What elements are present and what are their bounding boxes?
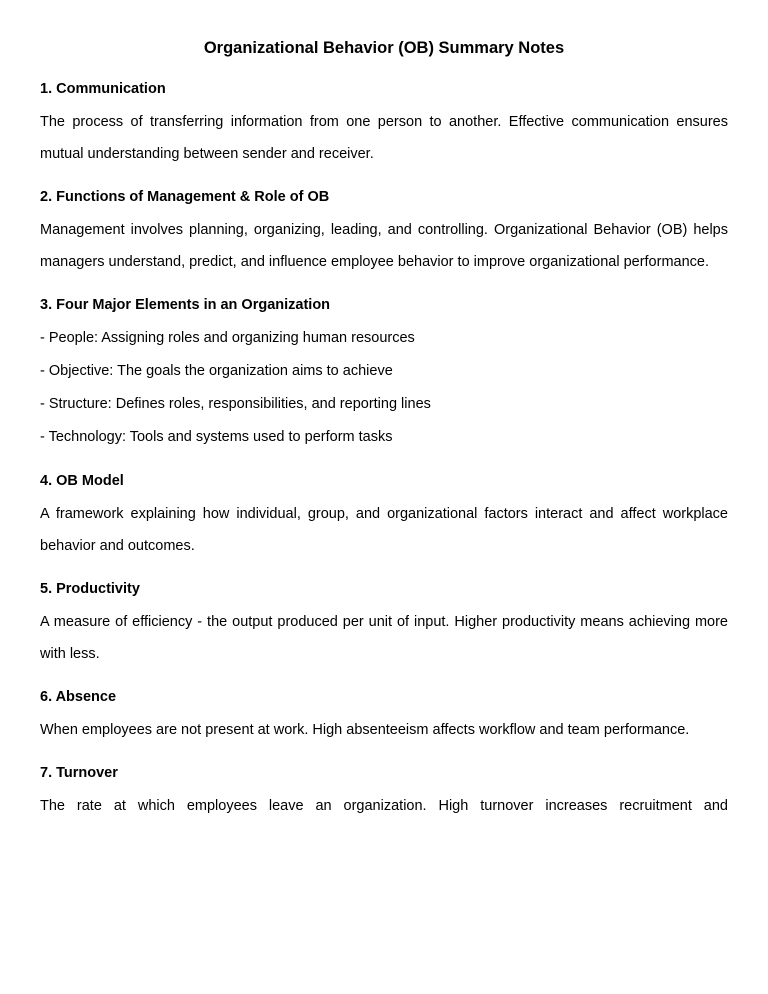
- list-item: - People: Assigning roles and organizing human resources: [40, 330, 415, 346]
- section-text: When employees are not present at work. High absenteeism affects workflow and team performance.: [40, 722, 690, 738]
- section-heading: 6. Absence: [40, 689, 117, 705]
- section-ob-model: [40, 471, 728, 562]
- section-communication: [40, 79, 728, 170]
- list-item: - Technology: Tools and systems used to perform tasks: [40, 429, 393, 445]
- list-item: - Objective: The goals the organization aims to achieve: [40, 363, 393, 379]
- section-text: A measure of efficiency - the output produced per unit of input. Higher productivity means achieving more with less.: [40, 614, 728, 662]
- section-text: The process of transferring information from one person to another. Effective communication ensures mutual understanding between sender and receiver.: [40, 114, 728, 162]
- section-productivity: [40, 579, 728, 670]
- section-elements: [40, 295, 728, 454]
- section-text: The rate at which employees leave an organization. High turnover increases recruitment and: [40, 798, 728, 814]
- section-heading: 4. OB Model: [40, 473, 124, 489]
- list-item: - Structure: Defines roles, responsibilities, and reporting lines: [40, 396, 431, 412]
- section-text: A framework explaining how individual, group, and organizational factors interact and affect workplace behavior and outcomes.: [40, 506, 728, 554]
- section-heading: 7. Turnover: [40, 765, 118, 781]
- section-management: [40, 187, 728, 278]
- section-heading: 1. Communication: [40, 81, 166, 97]
- document-title: Organizational Behavior (OB) Summary Notes: [203, 39, 565, 57]
- section-heading: 5. Productivity: [40, 581, 140, 597]
- section-text: Management involves planning, organizing, leading, and controlling. Organizational Behavior (OB) helps managers understand, predict, and influence employee behavior to improve organizational performance.: [40, 222, 728, 270]
- elements-list: [40, 322, 728, 454]
- section-heading: 3. Four Major Elements in an Organization: [40, 297, 331, 313]
- section-absence: [40, 687, 728, 746]
- section-turnover: [40, 763, 728, 822]
- section-heading: 2. Functions of Management & Role of OB: [40, 189, 330, 205]
